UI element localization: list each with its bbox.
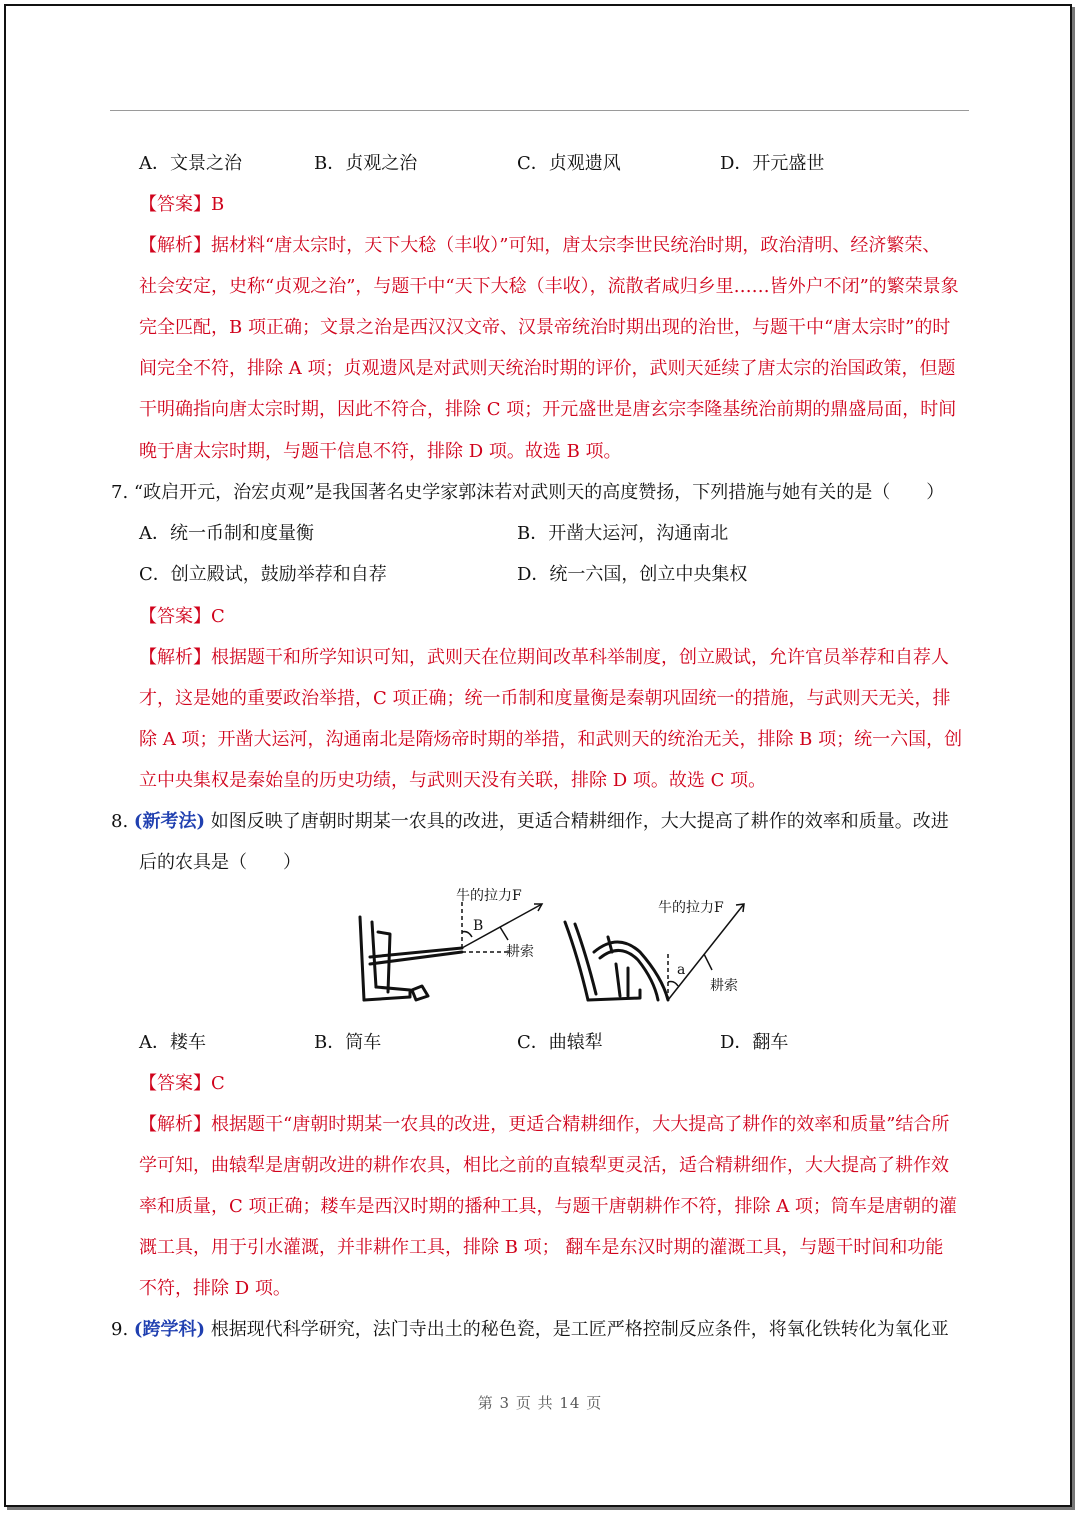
q7-analysis-line: 除 A 项；开凿大运河，沟通南北是隋炀帝时期的举措，和武则天的统治无关，排除 B 项；统一六国，创 xyxy=(139,729,963,750)
q8-answer: 【答案】C xyxy=(139,1073,225,1094)
straight-plow-handle xyxy=(360,917,364,1000)
straight-plow-handle-inner xyxy=(372,922,376,987)
q9-stem-line xyxy=(111,1318,949,1342)
q8-stem-line xyxy=(111,810,949,834)
page-footer: 第 3 页 共 14 页 xyxy=(477,1394,603,1412)
q8-stem-text: 如图反映了唐朝时期某一农具的改进，更适合精耕细作，大大提高了耕作的效率和质量。改进 xyxy=(210,811,949,832)
q6-option-d: D．开元盛世 xyxy=(720,153,825,174)
q7-option-a: A．统一币制和度量衡 xyxy=(139,523,314,544)
q6-analysis-line: 间完全不符，排除 A 项；贞观遗风是对武则天统治时期的评价，武则天延续了唐太宗的治国政策，但题 xyxy=(139,358,956,379)
right-rope-pointer xyxy=(704,954,712,970)
q8-option-d: D．翻车 xyxy=(720,1032,789,1053)
q8-option-c: C．曲辕犁 xyxy=(517,1032,603,1053)
right-force-label: 牛的拉力F xyxy=(658,900,724,916)
q6-analysis-line: 社会安定，史称“贞观之治”，与题干中“天下大稔（丰收），流散者咸归乡里……皆外户不闭”的繁荣景象 xyxy=(139,276,959,297)
header-rule xyxy=(110,110,969,111)
q8-number: 8. xyxy=(111,811,129,832)
plow-figure xyxy=(350,882,750,1012)
q9-stem-text: 根据现代科学研究，法门寺出土的秘色瓷，是工匠严格控制反应条件，将氧化铁转化为氧化亚 xyxy=(210,1319,949,1340)
q8-analysis-line: 率和质量，C 项正确；耧车是西汉时期的播种工具，与题干唐朝耕作不符，排除 A 项；筒车是唐朝的灌 xyxy=(139,1196,957,1217)
q6-analysis-line: 【解析】据材料“唐太宗时，天下大稔（丰收）”可知，唐太宗李世民统治时期，政治清明、经济繁荣、 xyxy=(139,235,941,256)
q7-stem: 7. “政启开元，治宏贞观”是我国著名史学家郭沫若对武则天的高度赞扬，下列措施与她有关的是（ ） xyxy=(111,482,945,503)
q7-option-d: D．统一六国，创立中央集权 xyxy=(517,564,748,585)
q7-analysis-line: 【解析】根据题干和所学知识可知，武则天在位期间改革科举制度，创立殿试，允许官员举荐和自荐人 xyxy=(139,647,949,668)
q7-answer: 【答案】C xyxy=(139,606,225,627)
q6-option-c: C．贞观遗风 xyxy=(517,153,621,174)
straight-plow-share xyxy=(412,986,428,1000)
q8-option-a: A．耧车 xyxy=(139,1032,206,1053)
right-rope-label: 耕索 xyxy=(710,978,738,994)
q8-stem-line2: 后的农具是（ ） xyxy=(139,852,301,873)
q6-option-b: B．贞观之治 xyxy=(314,153,418,174)
q6-option-a: A．文景之治 xyxy=(139,153,242,174)
right-angle-arc xyxy=(668,982,678,987)
q9-tag: (跨学科) xyxy=(133,1319,205,1340)
q7-analysis-line: 才，这是她的重要政治举措，C 项正确；统一币制和度量衡是秦朝巩固统一的措施，与武则天无关，排 xyxy=(139,688,951,709)
left-rope-label: 耕索 xyxy=(506,944,534,960)
q6-answer: 【答案】B xyxy=(139,194,225,215)
q7-analysis-line: 立中央集权是秦始皇的历史功绩，与武则天没有关联，排除 D 项。故选 C 项。 xyxy=(139,770,767,791)
left-rope-pointer xyxy=(500,927,508,940)
q8-analysis-line: 溉工具，用于引水灌溉，并非耕作工具，排除 B 项； 翻车是东汉时期的灌溉工具，与题干时间和功能 xyxy=(139,1237,944,1258)
left-angle-label: B xyxy=(473,918,484,934)
right-angle-label: a xyxy=(677,962,686,978)
left-angle-arc xyxy=(462,932,472,937)
q8-analysis-line: 不符，排除 D 项。 xyxy=(139,1278,291,1299)
q7-option-b: B．开凿大运河，沟通南北 xyxy=(517,523,729,544)
q6-analysis-line: 干明确指向唐太宗时期，因此不符合，排除 C 项；开元盛世是唐玄宗李隆基统治前期的鼎盛局面，时间 xyxy=(139,399,957,420)
left-force-label: 牛的拉力F xyxy=(456,888,522,904)
q8-analysis-line: 【解析】根据题干“唐朝时期某一农具的改进，更适合精耕细作，大大提高了耕作的效率和质量”结合所 xyxy=(139,1114,950,1135)
q6-analysis-line: 晚于唐太宗时期，与题干信息不符，排除 D 项。故选 B 项。 xyxy=(139,441,622,462)
q8-option-b: B．筒车 xyxy=(314,1032,382,1053)
q8-tag: (新考法) xyxy=(133,811,205,832)
q6-analysis-line: 完全匹配，B 项正确；文景之治是西汉汉文帝、汉景帝统治时期出现的治世，与题干中“唐太宗时”的时 xyxy=(139,317,951,338)
q8-analysis-line: 学可知，曲辕犁是唐朝改进的耕作农具，相比之前的直辕犁更灵活，适合精耕细作，大大提高了耕作效 xyxy=(139,1155,949,1176)
q9-number: 9. xyxy=(111,1319,129,1340)
q7-option-c: C．创立殿试，鼓励举荐和自荐 xyxy=(139,564,387,585)
curved-plow-handle xyxy=(565,922,588,1000)
